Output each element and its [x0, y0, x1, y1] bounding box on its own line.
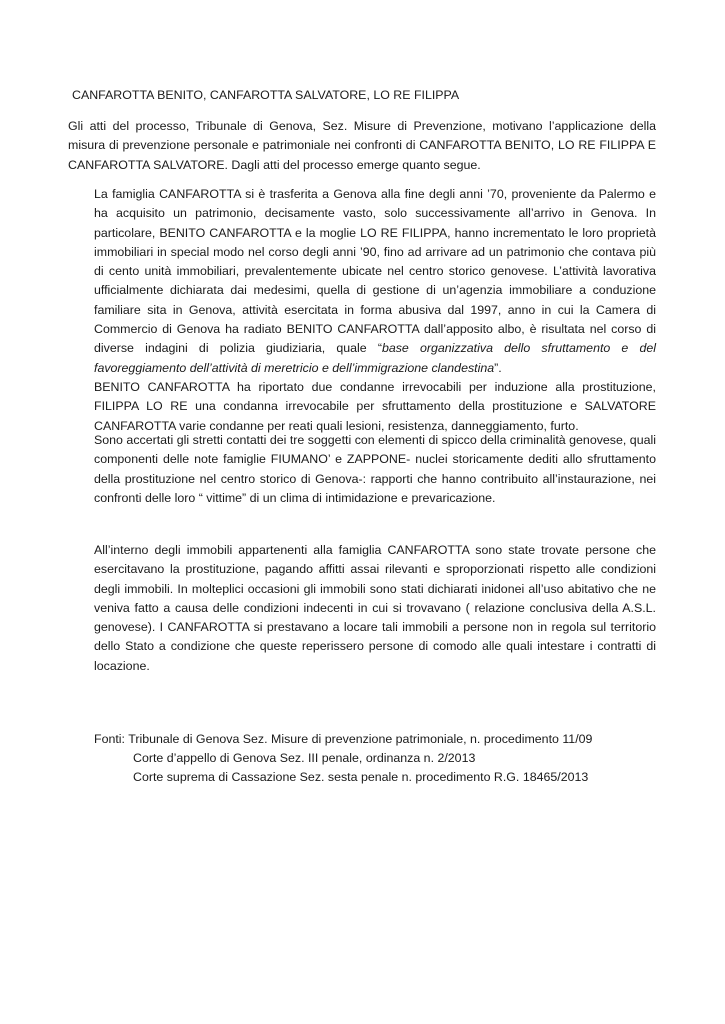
quote-close: ”.	[494, 360, 502, 375]
criminal-contacts-section	[94, 431, 656, 508]
source-line-tribunale: Fonti: Tribunale di Genova Sez. Misure di prevenzione patrimoniale, n. procedimento 11/09	[94, 732, 593, 746]
family-history-paragraph	[94, 185, 656, 378]
source-line-cassazione: Corte suprema di Cassazione Sez. sesta penale n. procedimento R.G. 18465/2013	[133, 770, 589, 784]
intro-text: Gli atti del processo, Tribunale di Genova, Sez. Misure di Prevenzione, motivano l’applicazione della misura di prevenzione personale e patrimoniale nei confronti di CANFAROTTA BENITO, LO RE FILIPPA E CANFAROTTA SALVATORE. Dagli atti del processo emerge quanto segue.	[68, 119, 656, 172]
family-history-text: La famiglia CANFAROTTA si è trasferita a Genova alla fine degli anni ’70, proveniente da Palermo e ha acquisito un patrimonio, decisamente vasto, solo successivamente all’arrivo in Genova. In particolare, BENITO CANFAROTTA e la moglie LO RE FILIPPA, hanno incrementato le loro proprietà immobiliari in special modo nel corso degli anni ’90, fino ad arrivare ad un patrimonio che contava più di cento unità immobiliari, prevalentemente ubicate nel centro storico genovese. L’attività lavorativa ufficialmente dichiarata dai medesimi, quella di gestione di un’agenzia immobiliare a conduzione familiare sita in Genova, attività esercitata in forma abusiva dal 1997, anno in cui la Camera di Commercio di Genova ha radiato BENITO CANFAROTTA dall’apposito albo, è risultata nel corso di diverse indagini di polizia giudiziaria, quale “	[94, 187, 656, 356]
properties-section	[94, 541, 656, 676]
intro-paragraph	[68, 117, 656, 175]
family-history-section	[94, 185, 656, 436]
document-title: CANFAROTTA BENITO, CANFAROTTA SALVATORE, LO RE FILIPPA	[72, 88, 460, 102]
quoted-definition: base organizzativa dello sfruttamento e del favoreggiamento dell’attività di meretricio e dell’immigrazione clandestina	[94, 341, 657, 375]
criminal-contacts-paragraph: Sono accertati gli stretti contatti dei tre soggetti con elementi di spicco della criminalità genovese, quali componenti delle note famiglie FIUMANO’ e ZAPPONE- nuclei storicamente dediti allo sfruttamento della prostituzione nel centro storico di Genova-: rapporti che hanno contribuito all’instaurazione, nei confronti delle loro “ vittime” di un clima di intimidazione e prevaricazione.	[94, 433, 656, 505]
sources-list	[94, 730, 592, 787]
convictions-paragraph: BENITO CANFAROTTA ha riportato due condanne irrevocabili per induzione alla prostituzione, FILIPPA LO RE una condanna irrevocabile per sfruttamento della prostituzione e SALVATORE CANFAROTTA varie condanne per reati quali lesioni, resistenza, danneggiamento, furto.	[94, 379, 656, 433]
properties-paragraph: All’interno degli immobili appartenenti alla famiglia CANFAROTTA sono state trovate persone che esercitavano la prostituzione, pagando affitti assai rilevanti e sproporzionati rispetto alle condizioni degli immobili. In molteplici occasioni gli immobili sono stati dichiarati inidonei all’uso abitativo che ne veniva fatto a causa delle condizioni indecenti in cui si trovavano ( relazione conclusiva della A.S.L. genovese). I CANFAROTTA si prestavano a locare tali immobili a persone non in regola sul territorio dello Stato a condizione che queste reperissero persone di comodo alle quali intestare i contratti di locazione.	[94, 543, 656, 673]
source-line-appello: Corte d’appello di Genova Sez. III penale, ordinanza n. 2/2013	[133, 751, 476, 765]
